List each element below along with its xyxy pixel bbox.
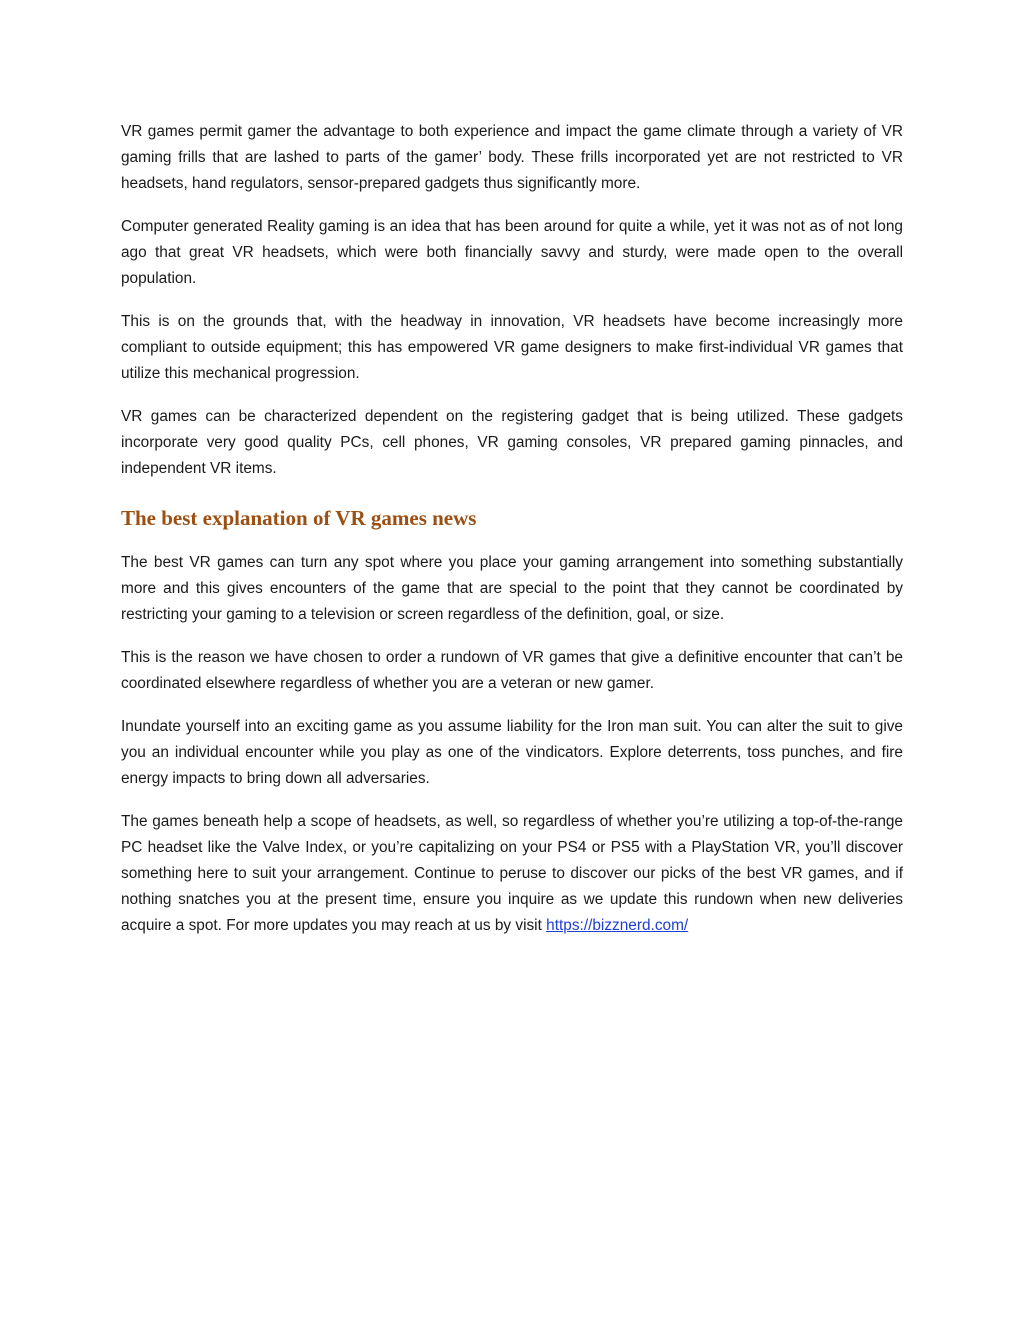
paragraph-intro-4: VR games can be characterized dependent on the registering gadget that is being utilized. These gadgets incorporate very good quality PCs, cell phones, VR gaming consoles, VR prepared gaming pinnacles, and independent VR items.	[121, 408, 903, 477]
document-page	[121, 119, 903, 956]
paragraph-intro-2: Computer generated Reality gaming is an idea that has been around for quite a while, yet it was not as of not long ago that great VR headsets, which were both financially savvy and sturdy, were made open to the overall population.	[121, 218, 903, 287]
section-heading: The best explanation of VR games news	[121, 506, 477, 530]
paragraph-body-3: Inundate yourself into an exciting game as you assume liability for the Iron man suit. You can alter the suit to give you an individual encounter while you play as one of the vindicators. Explore deterrents, toss punches, and fire energy impacts to bring down all adversaries.	[121, 718, 903, 787]
paragraph-final-text: The games beneath help a scope of headsets, as well, so regardless of whether you’re utilizing a top-of-the-range PC headset like the Valve Index, or you’re capitalizing on your PS4 or PS5 with a PlayStation VR, you’ll discover something here to suit your arrangement. Continue to peruse to discover our picks of the best VR games, and if nothing snatches you at the present time, ensure you inquire as we update this rundown when new deliveries acquire a spot. For more updates you may reach at us by visit	[121, 813, 903, 934]
paragraph-body-1: The best VR games can turn any spot where you place your gaming arrangement into something substantially more and this gives encounters of the game that are special to the point that they cannot be coordinated by restricting your gaming to a television or screen regardless of the definition, goal, or size.	[121, 554, 903, 623]
bizznerd-link[interactable]: https://bizznerd.com/	[546, 917, 689, 934]
paragraph-final	[121, 809, 903, 939]
paragraph-body-2: This is the reason we have chosen to order a rundown of VR games that give a definitive encounter that can’t be coordinated elsewhere regardless of whether you are a veteran or new gamer.	[121, 649, 903, 692]
paragraph-intro-3: This is on the grounds that, with the headway in innovation, VR headsets have become increasingly more compliant to outside equipment; this has empowered VR game designers to make first-individual VR games that utilize this mechanical progression.	[121, 313, 903, 382]
paragraph-intro-1: VR games permit gamer the advantage to both experience and impact the game climate through a variety of VR gaming frills that are lashed to parts of the gamer’ body. These frills incorporated yet are not restricted to VR headsets, hand regulators, sensor-prepared gadgets thus significantly more.	[121, 123, 903, 192]
